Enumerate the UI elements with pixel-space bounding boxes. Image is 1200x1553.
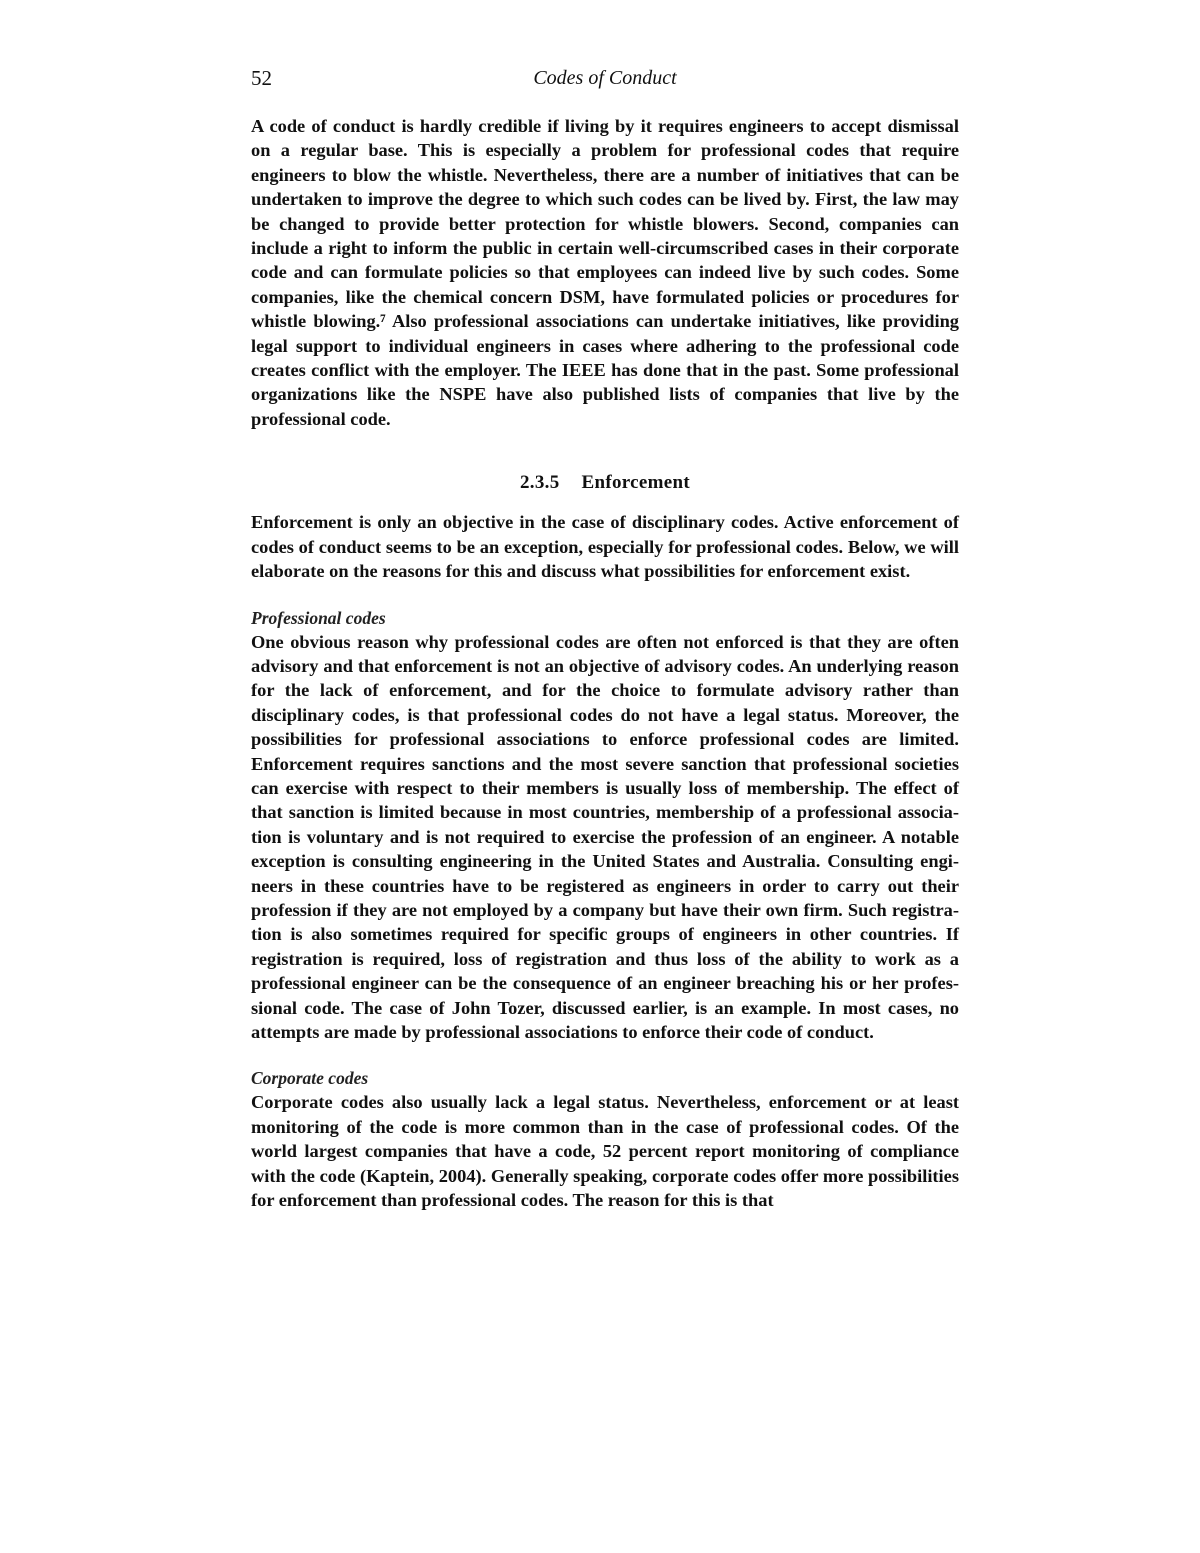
corporate-codes-paragraph: Corporate codes also usually lack a legal status. Nevertheless, enforcement or at least monitoring of the code is more common than in the case of professional codes. Of the world largest companies that have a code, 52 percent report monitoring of compliance with the code (Kaptein, 2004). Generally speaking, corporate codes offer more possibilities for enforcement than professional codes. The reason for this is that [251, 1092, 959, 1211]
running-title: Codes of Conduct [533, 67, 677, 89]
section-title: Enforcement [581, 472, 690, 494]
professional-codes-paragraph: One obvious reason why professional codes are often not enforced is that they are often advisory and that enforcement is not an objective of advisory codes. An underlying reason for the lack of enforcement, and for the choice to formulate advisory rather than disciplinary codes, is that professional codes do not have a legal status. Moreover, the possibilities for professional associations to enforce professional codes are limited. Enforcement requires sanctions and the most severe sanction that professional societies can exercise with respect to their members is usually loss of membership. The effect of that sanction is limited because in most countries, membership of a professional association is voluntary and is not required to exercise the profession of an engineer. A notable exception is consulting engineering in the United States and Australia. Consulting engineers in these countries have to be registered as engineers in order to carry out their profession if they are not employed by a company but have their own firm. Such registration is also sometimes required for specific groups of engineers in other countries. If registration is required, loss of registration and thus loss of the ability to work as a professional engineer can be the consequence of an engineer breaching his or her professional code. The case of John Tozer, discussed earlier, is an example. In most cases, no attempts are made by professional associations to enforce their code of conduct. [251, 631, 959, 1042]
running-head [251, 64, 959, 92]
section-intro-paragraph: Enforcement is only an objective in the case of disciplinary codes. Active enforcement of codes of conduct seems to be an exception, especially for professional codes. Below, we will elaborate on the reasons for this and discuss what possibilities for enforcement exist. [251, 512, 959, 582]
corporate-codes-heading: Corporate codes [251, 1068, 369, 1089]
section-heading [251, 470, 959, 496]
page-number: 52 [251, 66, 272, 90]
section-number: 2.3.5 [520, 472, 560, 494]
page-body [251, 114, 959, 1212]
intro-paragraph: A code of conduct is hardly credible if living by it requires engineers to accept dismissal on a regular base. This is especially a problem for professional codes that require engineers to blow the whistle. Nevertheless, there are a number of initiatives that can be undertaken to improve the degree to which such codes can be lived by. First, the law may be changed to provide better protection for whistle blowers. Second, companies can include a right to inform the public in certain well-circumscribed cases in their corporate code and can formulate policies so that employees can indeed live by such codes. Some companies, like the chemical concern DSM, have formulated policies or procedures for whistle blowing.⁷ Also professional associations can undertake initiatives, like providing legal support to individual engineers in cases where adhering to the professional code creates conflict with the employer. The IEEE has done that in the past. Some professional organizations like the NSPE have also published lists of companies that live by the professional code. [251, 116, 959, 429]
professional-codes-heading: Professional codes [251, 607, 386, 628]
